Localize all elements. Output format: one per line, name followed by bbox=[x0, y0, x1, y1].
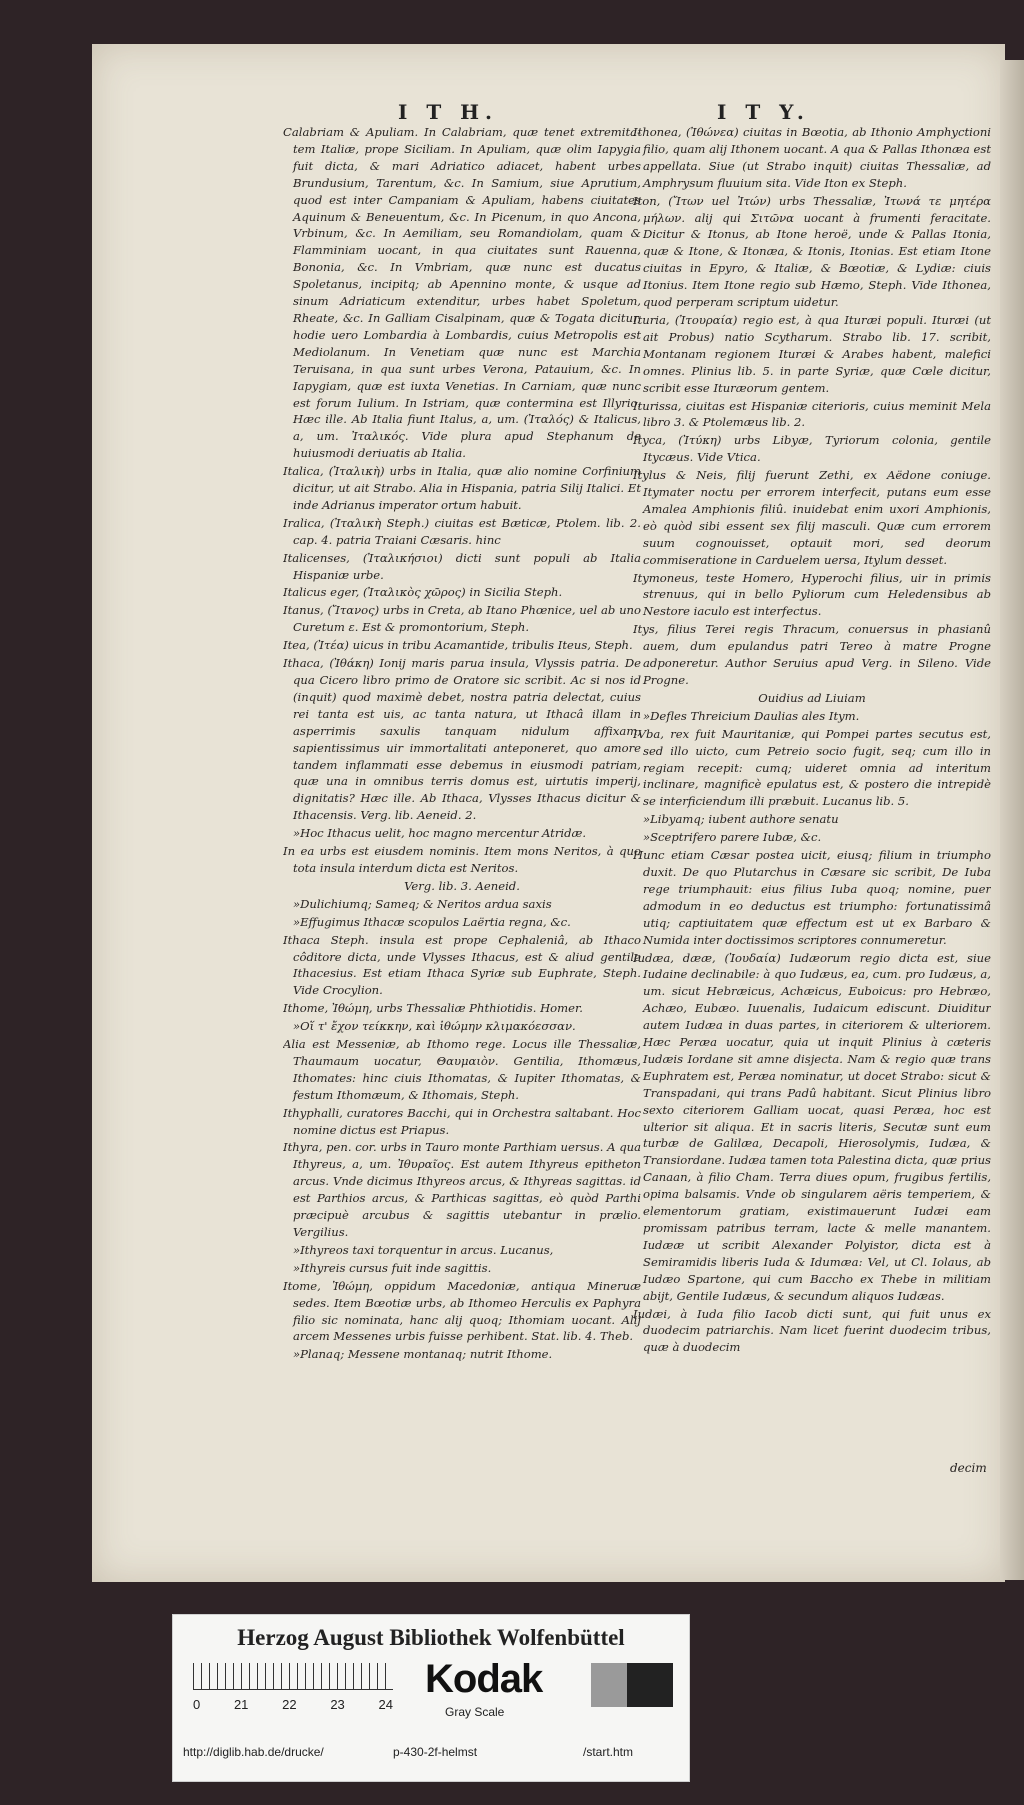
entry: Calabriam & Apuliam. In Calabriam, quæ tenet extremita-tem Italiæ, prope Siciliam. In Apuliam, quæ olim Iapygia fuit dicta, & mari Adriatico adiacet, habent urbes Brundusium, Tarentum, &c. In Samium, siue Aprutium, quod est inter Campaniam & Apuliam, habens ciuitates Aquinum & Beneuentum, &c. In Picenum, in quo Ancona, Vrbinum, &c. In Aemiliam, seu Romandiolam, quam & Flamminiam uocant, in qua ciuitates sunt Rauenna, Bononia, &c. In Vmbriam, quæ nunc est ducatus Spoletanus, incipitq; ab Apennino monte, & usque ad sinum Adriaticum extenditur, urbes habet Spoletum, Rheate, &c. In Galliam Cisalpinam, quæ & Togata dicitur, hodie uero Lombardia à Lombardis, cuius Metropolis est Mediolanum. In Venetiam quæ nunc est Marchia Teruisana, in qua sunt urbes Verona, Patauium, &c. In Iapygiam, quæ est iuxta Venetias. In Carniam, quæ nunc est forum Iulium. In Istriam, quæ contermina est Illyrio. Hæc ille. Ab Italia fiunt Italus, a, um. (Ἰταλός) & Italicus, a, um. Ἰταλικός. Vide plura apud Stephanum de huiusmodi deriuatis ab Italia. bbox=[283, 125, 641, 461]
entry: Ithyphalli, curatores Bacchi, qui in Orchestra saltabant. Hoc nomine dictus est Priapus. bbox=[283, 1105, 641, 1137]
entry: Ithonea, (Ἰθώνεα) ciuitas in Bœotia, ab Ithonio Amphyctioni filio, quam alij Ithonem uocant. A qua & Pallas Ithonæa est appellata. Siue (ut Strabo inquit) ciuitas Thessaliæ, ad Amphrysum fluuium sita. Vide Iton ex Steph. bbox=[633, 125, 991, 190]
kodak-logo: Kodak bbox=[425, 1657, 543, 1701]
page-edge bbox=[1000, 60, 1024, 1580]
verse: »Effugimus Ithacæ scopulos Laërtia regna, &c. bbox=[293, 914, 571, 929]
entry: Hunc etiam Cæsar postea uicit, eiusq; filium in triumpho duxit. De quo Plutarchus in Cæsare sic scribit, De Iuba rege triumphauit: eius filius Iuba quoq; nomine, puer admodum in eo deductus est triumpho: fortunatissimâ utiq; captiuitatem quæ effectum est ut ex Barbaro & Numida inter doctissimos scriptores connumeretur. bbox=[633, 848, 991, 947]
right-column bbox=[633, 124, 991, 1464]
library-name: Herzog August Bibliothek Wolfenbüttel bbox=[237, 1625, 625, 1650]
verse: »Defles Threicium Daulias ales Itym. bbox=[643, 708, 860, 723]
verse: »Ithyreos taxi torquentur in arcus. Lucanus, bbox=[293, 1242, 554, 1257]
scale-ruler bbox=[193, 1663, 393, 1690]
entry: Iturissa, ciuitas est Hispaniæ citerioris, cuius meminit Mela libro 3. & Ptolemæus lib. 2. bbox=[633, 398, 991, 430]
entry: Itylus & Neis, filij fuerunt Zethi, ex Aëdone coniuge. Itymater noctu per errorem interfecit, putans eum esse Amalea Amphionis filiû. inuidebat enim uxori Amphionis, eò quòd sibi essent sex filij masculi. Quæ cum errorem suum cognouisset, optauit mori, sed deorum commiseratione in Carduelem uersa, Itylum desset. bbox=[633, 468, 991, 567]
verse: »Sceptrifero parere Iubæ, &c. bbox=[643, 830, 822, 845]
entry: Alia est Messeniæ, ab Ithomo rege. Locus ille Thessaliæ, Thaumaum uocatur, Θαυμαιὸν. Gentilia, Ithomæus, Ithomates: hinc ciuis Ithomatas, & Iupiter Ithomatas, & festum Ithomæum, & Ithomais, Steph. bbox=[283, 1037, 641, 1102]
entry: IVba, rex fuit Mauritaniæ, qui Pompei partes secutus est, sed illo uicto, cum Petreio socio fugit, seq; cum illo in regiam recepit: cumq; uideret omnia ad interitum inclinare, magnificè epulatus est, & postero die intrepidè se interficiendum illi præbuit. Lucanus lib. 5. bbox=[633, 726, 991, 809]
ruler-number: 23 bbox=[330, 1697, 345, 1712]
entry: Iralica, (Ἰταλικὴ Steph.) ciuitas est Bæticæ, Ptolem. lib. 2. cap. 4. patria Traiani Cæsaris. hinc bbox=[283, 515, 641, 547]
verse: »Planaq; Messene montanaq; nutrit Ithome. bbox=[293, 1347, 553, 1362]
entry: Ithaca, (Ἰθάκη) Ionij maris parua insula, Vlyssis patria. De qua Cicero libro primo de Oratore sic scribit. Ac si nos id (inquit) quod maximè debet, nostra patria delectat, cuius rei tanta est uis, ac tanta natura, ut Ithacâ illam in asperrimis saxulis tanquam nidulum affixam, sapientissimus uir immortalitati anteponeret, quo amore tandem inflammati esse debemus in eiusmodi patriam, quæ una in omnibus terris domus est, uirtutis imperij, dignitatis? Hæc ille. Ab Ithaca, Vlysses Ithacus dicitur & Ithacensis. Verg. lib. Aeneid. 2. bbox=[283, 656, 641, 823]
entry: Iudæi, à Iuda filio Iacob dicti sunt, qui fuit unus ex duodecim patriarchis. Nam licet fuerint duodecim tribus, quæ à duodecim bbox=[633, 1306, 991, 1355]
entry: Itymoneus, teste Homero, Hyperochi filius, uir in primis strenuus, qui in bello Pyliorum cum Heledensibus ab Nestore iaculo est interfectus. bbox=[633, 570, 991, 619]
entry: Itanus, (Ἴτανος) urbs in Creta, ab Itano Phœnice, uel ab uno Curetum ε. Est & promontorium, Steph. bbox=[283, 603, 641, 635]
shelfmark: p-430-2f-helmst bbox=[393, 1745, 478, 1759]
entry: Italicus eger, (Ἰταλικὸς χῶρος) in Sicilia Steph. bbox=[283, 585, 563, 600]
ruler-numbers bbox=[193, 1697, 393, 1712]
left-column bbox=[283, 124, 641, 1464]
verse: »Libyamq; iubent authore senatu bbox=[643, 812, 839, 827]
entry: Itea, (Ἰτέα) uicus in tribu Acamantide, tribulis Iteus, Steph. bbox=[283, 638, 633, 653]
running-head-left: I T H. bbox=[398, 100, 499, 124]
entry: Itys, filius Terei regis Thracum, conuersus in phasianû auem, dum epulandus patri Tereo à matre Progne adponeretur. Author Seruius apud Verg. in Sileno. Vide Progne. bbox=[633, 622, 991, 687]
entry: Italicenses, (Ἰταλικήσιοι) dicti sunt populi ab Italia Hispaniæ urbe. bbox=[283, 550, 641, 582]
entry: Iton, (Ἴτων uel Ἰτών) urbs Thessaliæ, Ἰτωνά τε μητέρα μήλων. alij qui Σιτῶνα uocant à frumenti feracitate. Dicitur & Itonus, ab Itone heroë, unde & Pallas Itonia, quæ & Itone, & Itonæa, & Itonis, Itonias. Est etiam Itone ciuitas in Epyro, & Italiæ, & Bœotiæ, & Lydiæ: ciuis Itonius. Item Itone regio sub Hæmo, Steph. Vide Ithonea, quod perperam scriptum uidetur. bbox=[633, 193, 991, 310]
entry: Ityca, (Ἰτύκη) urbs Libyæ, Tyriorum colonia, gentile Itycæus. Vide Vtica. bbox=[633, 433, 991, 465]
start-link: /start.htm bbox=[583, 1745, 634, 1759]
ruler-number: 24 bbox=[378, 1697, 393, 1712]
verse: »Οἵ τ' ἔχον τείκκην, καὶ ἰθώμην κλιμακόεσσαν. bbox=[293, 1019, 576, 1034]
gray-scale-label: Gray Scale bbox=[445, 1705, 505, 1719]
ruler-number: 0 bbox=[193, 1697, 201, 1712]
entry: Ithyra, pen. cor. urbs in Tauro monte Parthiam uersus. A qua Ithyreus, a, um. Ἰθυραῖος. Est autem Ithyreus epitheton arcus. Vnde dicimus Ithyreos arcus, & Ithyreas sagittas. id est Parthios arcus, & Parthicas sagittas, eò quòd Parthi præcipuè arcubus & sagittis utebantur in prælio. Vergilius. bbox=[283, 1140, 641, 1239]
entry: Ithaca Steph. insula est prope Cephaleniâ, ab Ithaco côditore dicta, unde Vlysses Ithacus, est & aliud gentile Ithacesius. Est etiam Ithaca Syriæ sub Euphrate, Steph. Vide Crocylion. bbox=[283, 932, 641, 998]
verse: »Hoc Ithacus uelit, hoc magno mercentur Atridæ. bbox=[293, 826, 587, 841]
url-text: http://diglib.hab.de/drucke/ bbox=[183, 1745, 324, 1759]
entry: In ea urbs est eiusdem nominis. Item mons Neritos, à quo tota insula interdum dicta est Neritos. bbox=[283, 844, 641, 875]
citation: Ouidius ad Liuiam bbox=[758, 690, 866, 705]
verse: »Ithyreis cursus fuit inde sagittis. bbox=[293, 1260, 492, 1275]
entry: Iudæa, dææ, (Ἰουδαία) Iudæorum regio dicta est, siue Iudaine declinabile: à quo Iudæus, ea, cum. pro Iudæus, a, um. sicut Hebræicus, Achæicus, Euboicus: pro Hebræo, Achæo, Eubæo. Iuuenalis, Iudaicum ediscunt. Diuiditur autem Iudæa in duas partes, in citeriorem & ulteriorem. Hæc Peræa uocatur, quia ut inquit Plinius à cæteris Iudæis Iordane sit amne disjecta. Nam & regio quæ trans Euphratem est, Peræa nominatur, ut docet Strabo: sicut & Transpadani, qui trans Padû habitant. Sicut Plinius libro sexto citeriorem Galliam uocat, quasi Peræa, hoc est ulterior sit aliqua. Et in sacris literis, Secutæ sunt eum turbæ de Galilæa, Decapoli, Hierosolymis, Iudæa, & Transiordane. Iudæa tamen tota Palestina dicta, quæ prius Canaan, à filio Cham. Terra diues opum, frugibus fertilis, opima balsamis. Vnde ob singularem aëris temperiem, & elementorum gratiam, existimauerunt Iudæi eam promissam patribus terram, lacte & melle manantem. Iudææ ut scribit Alexander Polyistor, dicta est à Semiramidis liberis Iuda & Idumæa: Vel, ut Cl. Iolaus, ab Iudæo Spartone, qui cum Baccho ex Thebe in militiam abijt, Gentile Iudæus, & secundum aliquos Iudæas. bbox=[633, 950, 991, 1303]
gray-swatch bbox=[591, 1663, 627, 1707]
entry: Ituria, (Ἰτουραία) regio est, à qua Ituræi populi. Ituræi (ut ait Probus) natio Scytharum. Strabo lib. 17. scribit, Montanam regionem Ituræi & Arabes habent, malefici omnes. Plinius lib. 5. in parte Syriæ, quæ Cœle dicitur, scribit esse Ituræorum gentem. bbox=[633, 312, 991, 395]
ruler-number: 22 bbox=[282, 1697, 297, 1712]
ruler-number: 21 bbox=[233, 1697, 249, 1712]
citation: Verg. lib. 3. Aeneid. bbox=[404, 878, 520, 893]
verse: »Dulichiumq; Sameq; & Neritos ardua saxis bbox=[293, 896, 552, 911]
black-swatch bbox=[627, 1663, 673, 1707]
entry: Italica, (Ἰταλικὴ) urbs in Italia, quæ alio nomine Corfinium dicitur, ut ait Strabo. Alia in Hispania, patria Silij Italici. Et inde Adrianus imperator ortum habuit. bbox=[283, 464, 641, 512]
entry: Itome, Ἰθώμη, oppidum Macedoniæ, antiqua Mineruæ sedes. Item Bœotiæ urbs, ab Ithomeo Herculis ex Paphyra filio sic nominata, hanc alij quoq; Ithomiam uocant. Alij arcem Messenes urbis fuisse perhibent. Stat. lib. 4. Theb. bbox=[283, 1278, 641, 1344]
color-calibration-card bbox=[172, 1614, 690, 1782]
entry: Ithome, Ἰθώμη, urbs Thessaliæ Phthiotidis. Homer. bbox=[283, 1001, 583, 1016]
catchword: decim bbox=[950, 1461, 987, 1475]
running-head-right: I T Y. bbox=[717, 100, 810, 124]
